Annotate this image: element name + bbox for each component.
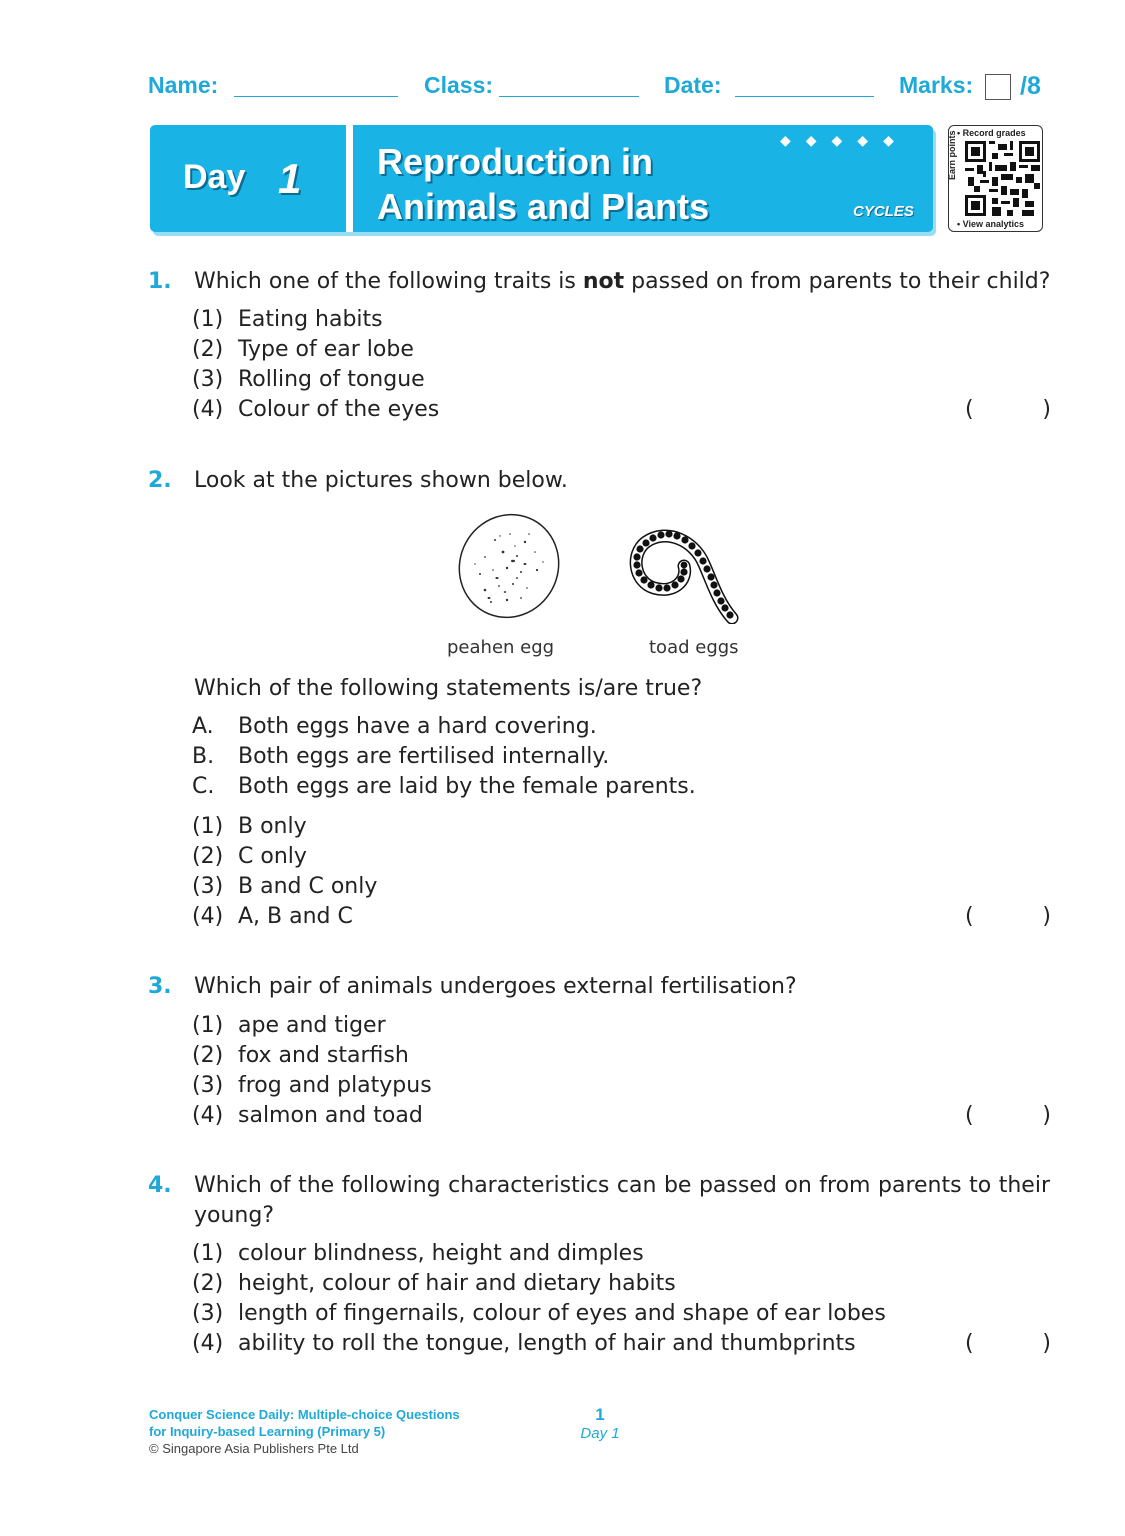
- option-text: Eating habits: [238, 307, 383, 332]
- q4-option-1[interactable]: [192, 1241, 644, 1266]
- marks-label: Marks:: [899, 72, 974, 98]
- qr-code-panel[interactable]: [948, 125, 1043, 232]
- name-label: Name:: [148, 72, 219, 98]
- page-day-label: Day 1: [580, 1425, 620, 1442]
- statement-text: Both eggs are fertilised internally.: [238, 744, 610, 769]
- q3-option-3[interactable]: [192, 1073, 432, 1098]
- bracket-close: ): [1042, 904, 1051, 929]
- option-text: B and C only: [238, 874, 378, 899]
- q1-option-1[interactable]: [192, 307, 383, 332]
- option-label: (3): [192, 1301, 224, 1326]
- q3-answer-box[interactable]: [965, 1103, 1051, 1128]
- option-label: (1): [192, 814, 224, 839]
- option-text: A, B and C: [238, 904, 353, 929]
- class-label: Class:: [424, 72, 494, 98]
- q4-answer-box[interactable]: [965, 1331, 1051, 1356]
- statement-label: A.: [192, 714, 214, 739]
- topic-title: [377, 139, 709, 229]
- statement-label: C.: [192, 774, 215, 799]
- bracket-open: (: [965, 397, 974, 422]
- option-text: C only: [238, 844, 307, 869]
- statement-text: Both eggs have a hard covering.: [238, 714, 597, 739]
- qr-code-icon[interactable]: [965, 141, 1040, 216]
- qr-side-label: Earn points: [947, 130, 957, 180]
- peahen-egg-label: peahen egg: [447, 637, 555, 658]
- day-word: Day: [183, 158, 246, 196]
- day-banner: [150, 125, 933, 232]
- option-label: (4): [192, 397, 224, 422]
- question-text-part: Which one of the following traits is: [194, 269, 583, 294]
- question-text-4-line1: Which of the following characteristics can be passed on from parents to their: [194, 1173, 1050, 1198]
- copyright: © Singapore Asia Publishers Pte Ltd: [149, 1441, 359, 1456]
- date-field[interactable]: [735, 96, 874, 97]
- topic-title-line2: Animals and Plants: [377, 186, 710, 227]
- q3-option-2[interactable]: [192, 1043, 409, 1068]
- statement-label: B.: [192, 744, 215, 769]
- question-text-emphasis: not: [582, 269, 625, 294]
- marks-box[interactable]: [985, 74, 1011, 100]
- option-label: (4): [192, 1103, 224, 1128]
- footer-credits: [149, 1406, 460, 1457]
- bracket-open: (: [965, 1103, 974, 1128]
- option-text: ape and tiger: [238, 1013, 386, 1038]
- q4-option-3[interactable]: [192, 1301, 886, 1326]
- q1-option-4[interactable]: [192, 397, 439, 422]
- q4-option-4[interactable]: [192, 1331, 856, 1356]
- bracket-close: ): [1042, 1331, 1051, 1356]
- option-label: (2): [192, 337, 224, 362]
- option-label: (4): [192, 904, 224, 929]
- marks-total: /8: [1020, 72, 1041, 100]
- name-field[interactable]: [234, 96, 398, 97]
- option-text: colour blindness, height and dimples: [238, 1241, 644, 1266]
- option-text: length of fingernails, colour of eyes and shape of ear lobes: [238, 1301, 886, 1326]
- page-number: 1: [595, 1405, 605, 1424]
- option-text: ability to roll the tongue, length of hair and thumbprints: [238, 1331, 856, 1356]
- q2-option-1[interactable]: [192, 814, 307, 839]
- diamond-decoration-icon: ◆◆◆◆◆: [780, 133, 909, 149]
- option-label: (1): [192, 307, 224, 332]
- statement-b: [192, 744, 609, 769]
- q1-answer-box[interactable]: [965, 397, 1051, 422]
- book-title-line1: Conquer Science Daily: Multiple-choice Questions: [149, 1407, 460, 1422]
- class-field[interactable]: [499, 96, 639, 97]
- option-text: Rolling of tongue: [238, 367, 425, 392]
- toad-eggs-label: toad eggs: [649, 637, 739, 658]
- option-label: (2): [192, 1043, 224, 1068]
- question-text-2: Look at the pictures shown below.: [194, 468, 568, 493]
- topic-title-line1: Reproduction in: [377, 141, 653, 182]
- option-label: (2): [192, 1271, 224, 1296]
- bracket-close: ): [1042, 1103, 1051, 1128]
- q2-answer-box[interactable]: [965, 904, 1051, 929]
- date-label: Date:: [664, 72, 722, 98]
- q4-option-2[interactable]: [192, 1271, 676, 1296]
- qr-bottom-label: • View analytics: [957, 219, 1025, 229]
- option-text: Type of ear lobe: [238, 337, 414, 362]
- question-text-1: [194, 267, 1050, 297]
- question-number-4: 4.: [148, 1173, 172, 1198]
- q1-option-2[interactable]: [192, 337, 414, 362]
- statement-text: Both eggs are laid by the female parents.: [238, 774, 696, 799]
- question-number-3: 3.: [148, 974, 172, 999]
- q2-option-3[interactable]: [192, 874, 377, 899]
- option-label: (4): [192, 1331, 224, 1356]
- book-title-line2: for Inquiry-based Learning (Primary 5): [149, 1424, 386, 1439]
- option-text: frog and platypus: [238, 1073, 432, 1098]
- bracket-open: (: [965, 1331, 974, 1356]
- option-label: (3): [192, 1073, 224, 1098]
- toad-eggs-image: [628, 518, 746, 624]
- question-text-3: Which pair of animals undergoes external fertilisation?: [194, 974, 797, 999]
- option-label: (3): [192, 367, 224, 392]
- question-number-2: 2.: [148, 468, 172, 493]
- option-label: (1): [192, 1241, 224, 1266]
- day-number: 1: [278, 155, 302, 202]
- theme-tag: CYCLES: [853, 203, 914, 220]
- q3-option-1[interactable]: [192, 1013, 386, 1038]
- option-text: B only: [238, 814, 307, 839]
- q1-option-3[interactable]: [192, 367, 425, 392]
- statement-c: [192, 774, 696, 799]
- option-label: (3): [192, 874, 224, 899]
- option-text: salmon and toad: [238, 1103, 423, 1128]
- question-text-part: passed on from parents to their child?: [624, 269, 1051, 294]
- question-text-4-line2: young?: [194, 1203, 275, 1228]
- option-text: fox and starfish: [238, 1043, 409, 1068]
- page-footer-number: [560, 1405, 640, 1442]
- bracket-close: ): [1042, 397, 1051, 422]
- statement-a: [192, 714, 597, 739]
- banner-divider: [346, 125, 353, 232]
- question-number-1: 1.: [148, 269, 172, 294]
- qr-top-label: • Record grades: [957, 128, 1026, 138]
- option-label: (1): [192, 1013, 224, 1038]
- bracket-open: (: [965, 904, 974, 929]
- q3-option-4[interactable]: [192, 1103, 423, 1128]
- q2-option-4[interactable]: [192, 904, 353, 929]
- option-text: height, colour of hair and dietary habits: [238, 1271, 676, 1296]
- peahen-egg-image: [455, 512, 565, 622]
- worksheet-header: [148, 72, 1050, 108]
- question-subtext-2: Which of the following statements is/are true?: [194, 676, 703, 701]
- option-label: (2): [192, 844, 224, 869]
- option-text: Colour of the eyes: [238, 397, 440, 422]
- q2-option-2[interactable]: [192, 844, 307, 869]
